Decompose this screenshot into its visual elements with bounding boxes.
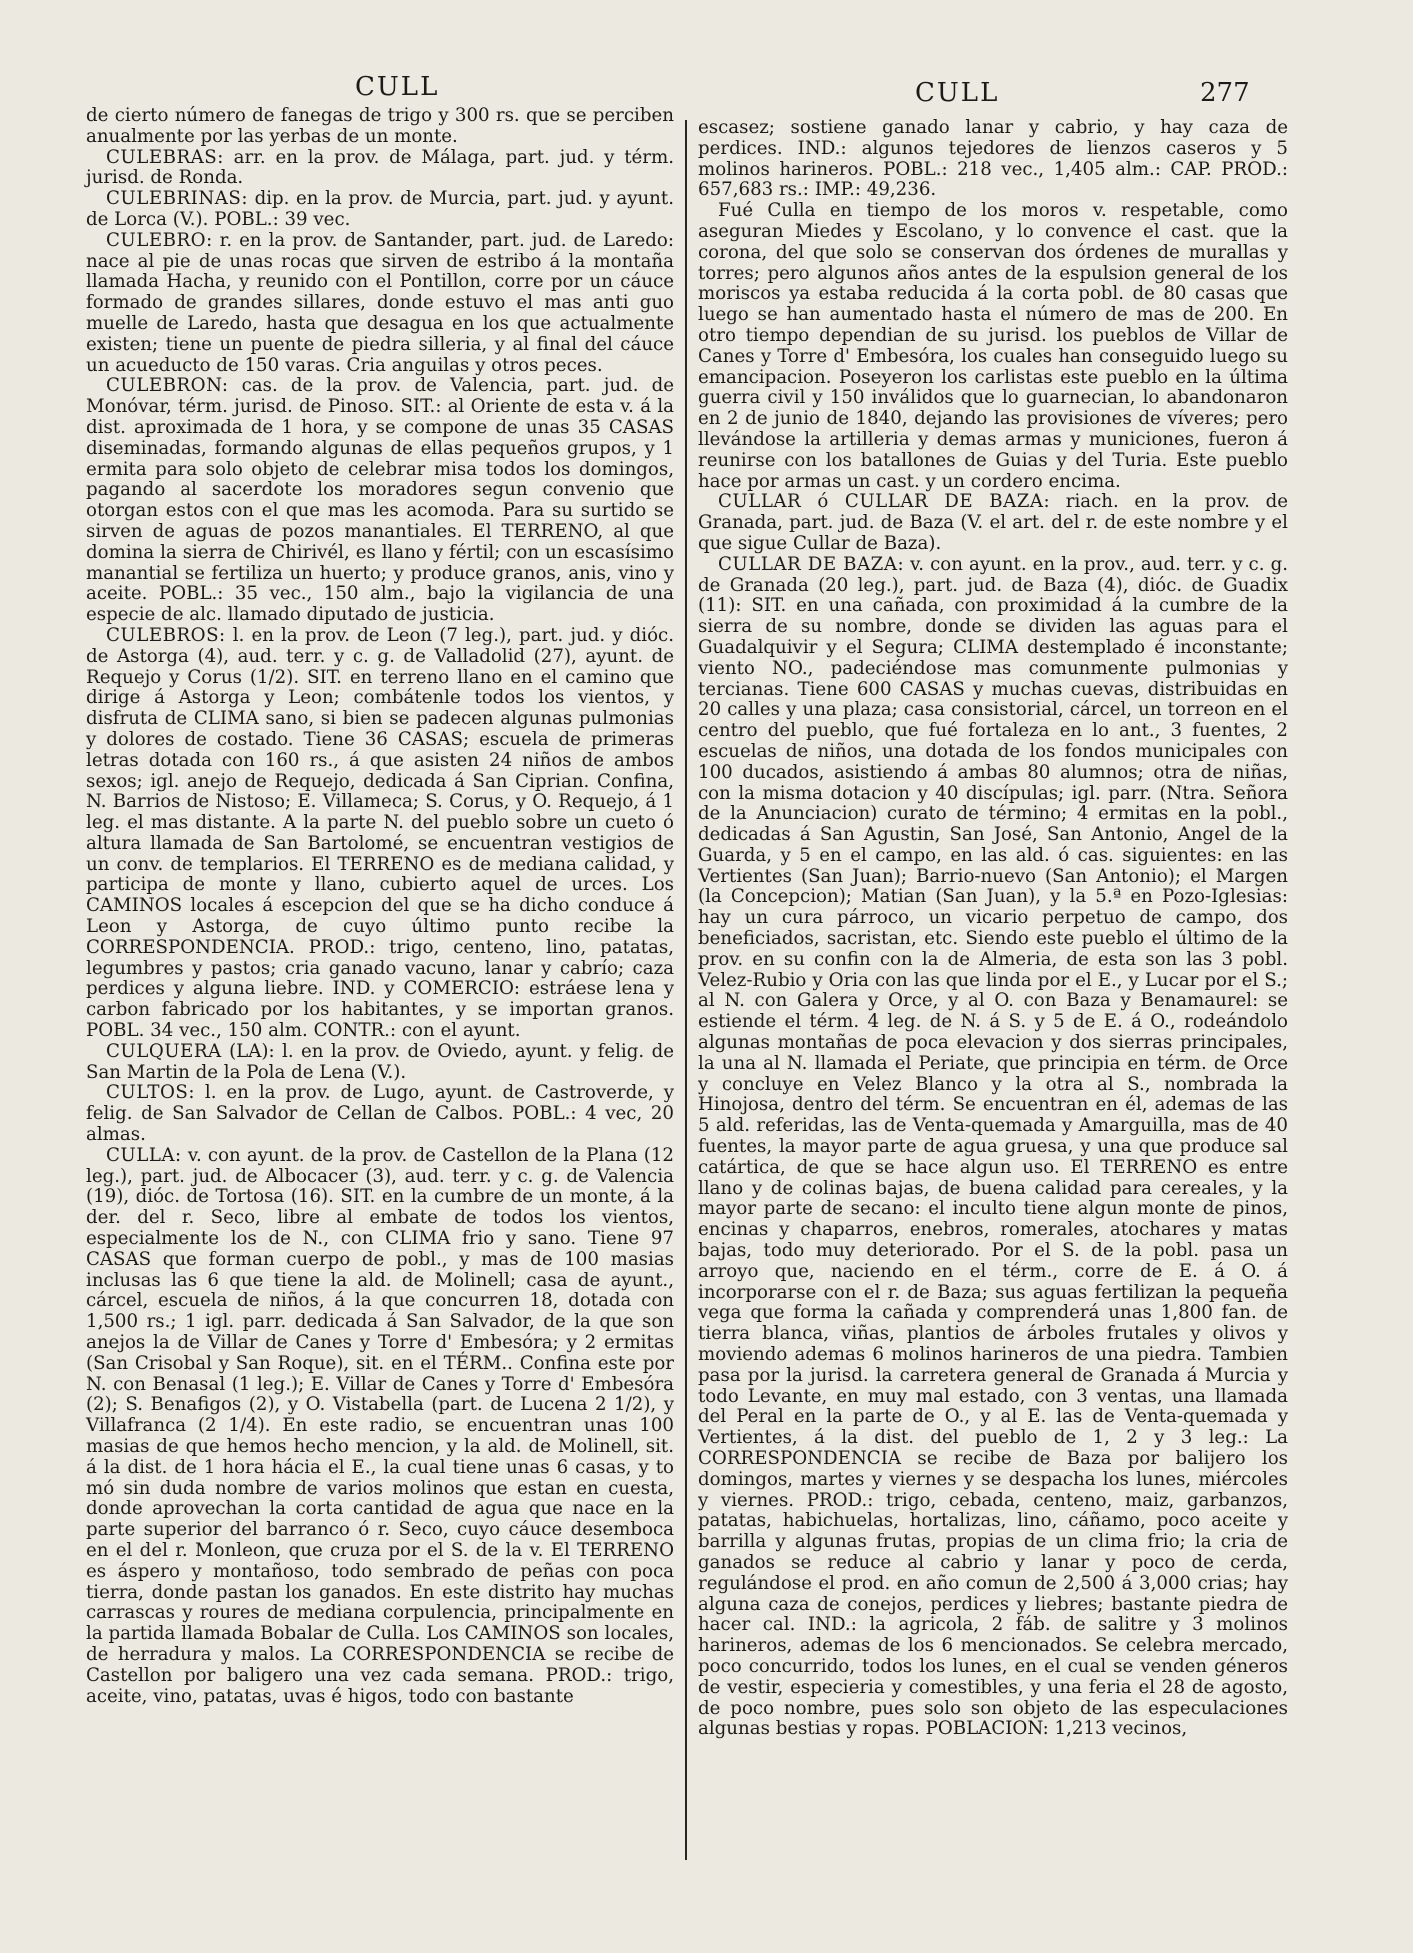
page-number: 277 [1200,78,1250,108]
left-column [86,106,674,1707]
column-divider [685,120,687,1860]
entry-text: v. con ayunt. de la prov. de Castellon de la Plana (12 leg.), part. jud. de Albocacer (3), aud. terr. y c. g. de Valencia (19), dióc. de Tortosa (16). SIT. en la cumbre de un monte, á la der. del r. Seco, libre al embate de todos los vientos, especialmente los de N., con CLIMA frio y sano. Tiene 97 CASAS que forman cuerpo de pobl., y mas de 100 masias inclusas las 6 que tiene la ald. de Molinell; casa de ayunt., cárcel, escuela de niños, á la que concurren 18, dotada con 1,500 rs.; 1 igl. parr. dedicada á San Salvador, de la que son anejos la de Villar de Canes y Torre d' Embesóra; y 2 ermitas (San Crisobal y San Roque), sit. en el TÉRM.. Confina este por N. con Benasal (1 leg.); E. Villar de Canes y Torre d' Embesóra (2); S. Benafigos (2), y O. Vistabella (part. de Lucena 2 1/2), y Villafranca (2 1/4). En este radio, se encuentran unas 100 masias de que hemos hecho mencion, y la ald. de Molinell, sit. á la dist. de 1 hora hácia el E., la cual tiene unas 6 casas, y to mó sin duda nombre de varios molinos que estan en cuesta, donde aprovechan la corta cantidad de agua que nace en la parte superior del barranco ó r. Seco, cuyo cáuce desemboca en el del r. Monleon, que cruza por el S. de la v. El TERRENO es áspero y montañoso, todo sembrado de peñas con poca tierra, donde pastan los ganados. En este distrito hay muchas carrascas y roures de mediana corpulencia, principalmente en la partida llamada Bobalar de Culla. Los CAMINOS son locales, de herradura y malos. La CORRESPONDENCIA se recibe de Castellon por baligero una vez cada semana. PROD.: trigo, aceite, vino, patatas, uvas é higos, todo con bastante [86,1144,674,1707]
entry-text: (LA): l. en la prov. de Oviedo, ayunt. y felig. de San Martin de la Pola de Lena (V.). [86,1040,674,1083]
dictionary-entry [698,201,1288,492]
entry-headword: CULEBRO: [106,229,213,251]
entry-headword: CULTOS: [106,1082,195,1104]
entry-text: dip. en la prov. de Murcia, part. jud. y ayunt. de Lorca (V.). POBL.: 39 vec. [86,188,674,230]
entry-text: v. con ayunt. en la prov., aud. terr. y c. g. de Granada (20 leg.), part. jud. de Baza (4), dióc. de Guadix (11): SIT. en una cañada, con proximidad á la cumbre de la sierra de su nombre, donde se dividen las aguas para el Guadalquivir y el Segura; CLIMA destemplado é inconstante; viento NO., padeciéndose mas comunmente pulmonias y tercianas. Tiene 600 CASAS y muchas cuevas, distribuidas en 20 calles y una plaza; casa consistorial, cárcel, un torreon en el centro del pueblo, que fué fortaleza en lo ant., 3 fuentes, 2 escuelas de niños, una dotada de los fondos municipales con 100 ducados, asistiendo á ambas 80 alumnos; otra de niñas, con la misma dotacion y 40 discípulas; igl. parr. (Ntra. Señora de la Anunciacion) curato de término; 4 ermitas en la pobl., dedicadas á San Agustin, San José, San Antonio, Angel de la Guarda, y 5 en el campo, en las ald. ó cas. siguientes: en las Vertientes (San Juan); Barrio-nuevo (San Antonio); el Margen (la Concepcion); Matian (San Juan), y la 5.ª en Pozo-Iglesias: hay un cura párroco, un vicario perpetuo de campo, dos beneficiados, sacristan, etc. Siendo este pueblo el último de la prov. en su confin con la de Almeria, de esta son las 3 pobl. Velez-Rubio y Oria con las que linda por el E., y Lucar por el S.; al N. con Galera y Orce, y al O. con Baza y Benamaurel: se estiende el térm. 4 leg. de N. á S. y 5 de E. á O., rodeándolo algunas montañas de poca elevacion y dos sierras principales, la una al N. llamada el Periate, que principia en térm. de Orce y concluye en Velez Blanco y la otra al S., nombrada la Hinojosa, dentro del térm. Se encuentran en él, ademas de las 5 ald. referidas, las de Venta-quemada y Amarguilla, mas de 40 fuentes, la mayor parte de agua gruesa, y una que produce sal catártica, de que se hace algun uso. El TERRENO es entre llano y de colinas bajas, de buena calidad para cereales, y la mayor parte de secano: el inculto tiene algun monte de pinos, encinas y chaparros, enebros, romerales, atochares y matas bajas, todo muy deteriorado. Por el S. de la pobl. pasa un arroyo que, naciendo en el térm., corre de E. á O. á incorporarse con el r. de Baza; sus aguas fertilizan la pequeña vega que forma la cañada y comprenderá unas 1,800 fan. de tierra blanca, viñas, plantios de árboles frutales y olivos y moviendo ademas 6 molinos harineros de una piedra. Tambien pasa por la jurisd. la carretera general de Granada á Murcia y todo Levante, en muy mal estado, con 3 ventas, una llamada del Peral en la parte de O., y al E. las de Venta-quemada y Vertientes, á la dist. del pueblo de 1, 2 y 3 leg.: La CORRESPONDENCIA se recibe de Baza por balijero los domingos, martes y viernes y se despacha los lunes, miércoles y viernes. PROD.: trigo, cebada, centeno, maiz, garbanzos, patatas, habichuelas, hortalizas, lino, cáñamo, poco aceite y barrilla y algunas frutas, propias de un clima frio; la cria de ganados se reduce al cabrio y lanar y poco de cerda, regulándose el prod. en año comun de 2,500 á 3,000 crias; hay alguna caza de conejos, perdices y liebres; bastante piedra de hacer cal. IND.: la agricola, 2 fáb. de salitre y 3 molinos harineros, ademas de los 6 mencionados. Se celebra mercado, poco concurrido, todos los lunes, en el cual se venden géneros de vestir, especieria y comestibles, y una feria el 28 de agosto, de poco nombre, pues solo son objeto de las especulaciones algunas bestias y ropas. POBLACION: 1,213 vecinos, [698,553,1288,1740]
entry-text: l. en la prov. de Leon (7 leg.), part. jud. y dióc. de Astorga (4), aud. terr. y c. g. de Valladolid (27), ayunt. de Requejo y Corus (1/2). SIT. en terreno llano en el camino que dirige á Astorga y Leon; combátenle todos los vientos, y disfruta de CLIMA sano, si bien se padecen algunas pulmonias y dolores de costado. Tiene 36 CASAS; escuela de primeras letras dotada con 160 rs., á que asisten 24 niños de ambos sexos; igl. anejo de Requejo, dedicada á San Ciprian. Confina, N. Barrios de Nistoso; E. Villameca; S. Corus, y O. Requejo, á 1 leg. el mas distante. A la parte N. del pueblo sobre un cueto ó altura llamada de San Bartolomé, se encuentran vestigios de un conv. de templarios. El TERRENO es de mediana calidad, y participa de monte y llano, cubierto aquel de urces. Los CAMINOS locales á escepcion del que se ha dicho conduce á Leon y Astorga, de cuyo último punto recibe la CORRESPONDENCIA. PROD.: trigo, centeno, lino, patatas, legumbres y pastos; cria ganado vacuno, lanar y cabrío; caza perdices y alguna liebre. IND. y COMERCIO: estráese lena y carbon fabricado por los habitantes, y se importan granos. POBL. 34 vec., 150 alm. CONTR.: con el ayunt. [86,624,674,1042]
dictionary-entry [698,555,1288,1740]
right-column [698,118,1288,1740]
dictionary-entry [86,231,674,377]
entry-headword: CULLA: [106,1144,182,1166]
dictionary-entry [86,1146,674,1708]
dictionary-entry [86,626,674,1042]
entry-headword: CULLAR ó CULLAR DE BAZA: [718,491,1051,513]
entry-text: r. en la prov. de Santander, part. jud. de Laredo: nace al pie de unas rocas que sirven de estribo á la montaña llamada Hacha, y reunido con el Pontillon, corre por un cáuce formado de grandes sillares, donde estuvo el mas anti guo muelle de Laredo, hasta que desagua en los que actualmente existen; tiene un puente de piedra silleria, y al final del cáuce un acueducto de 150 varas. Cria anguilas y otros peces. [86,229,674,376]
entry-headword: CULQUERA [106,1040,222,1062]
dictionary-entry [698,118,1288,201]
entry-text: arr. en la prov. de Málaga, part. jud. y térm. jurisd. de Ronda. [86,146,674,189]
dictionary-entry [86,148,674,190]
entry-text: de cierto número de fanegas de trigo y 300 rs. que se perciben anualmente por las yerbas de un monte. [86,105,674,147]
entry-headword: CULEBRINAS: [106,188,248,210]
entry-text: escasez; sostiene ganado lanar y cabrio, y hay caza de perdices. IND.: algunos tejedores de lienzos caseros y 5 molinos harineros. POBL.: 218 vec., 1,405 alm.: CAP. PROD.: 657,683 rs.: IMP.: 49,236. [698,117,1288,201]
entry-headword: CULEBRON: [106,375,229,397]
entry-text: riach. en la prov. de Granada, part. jud. de Baza (V. el art. del r. de este nombre y el que sigue Cullar de Baza). [698,491,1288,554]
dictionary-entry [86,189,674,231]
dictionary-entry [86,1042,674,1084]
entry-text: Fué Culla en tiempo de los moros v. respetable, como aseguran Miedes y Escolano, y lo convence el cast. que la corona, del que solo se conservan dos órdenes de murallas y torres; pero algunos años antes de la espulsion general de los moriscos ya estaba reducida á la corta pobl. de 80 casas que luego se han aumentado hasta el número de mas de 200. En otro tiempo dependian de su jurisd. los pueblos de Villar de Canes y Torre d' Embesóra, los cuales han conseguido luego su emancipacion. Poseyeron los carlistas este pueblo en la última guerra civil y 150 inválidos que lo guarnecian, lo abandonaron en 2 de junio de 1840, dejando las provisiones de víveres; pero llevándose la artilleria y demas armas y municiones, fueron á reunirse con los batallones de Guias y del Turia. Este pueblo hace por armas un cast. y un cordero encima. [698,200,1288,492]
entry-text: l. en la prov. de Lugo, ayunt. de Castroverde, y felig. de San Salvador de Cellan de Calbos. POBL.: 4 vec, 20 almas. [86,1082,674,1146]
entry-headword: CULLAR DE BAZA: [718,553,905,575]
dictionary-entry [698,492,1288,554]
dictionary-entry [86,376,674,626]
dictionary-entry [86,1083,674,1145]
right-running-head: CULL [915,78,1000,108]
entry-headword: CULEBRAS: [106,146,224,168]
left-running-head: CULL [355,72,440,102]
entry-text: cas. de la prov. de Valencia, part. jud. de Monóvar, térm. jurisd. de Pinoso. SIT.: al Oriente de esta v. á la dist. aproximada de 1 hora, y se compone de unas 35 CASAS diseminadas, formando algunas de ellas pequeños grupos, y 1 ermita para solo objeto de celebrar misa todos los domingos, pagando al sacerdote los moradores segun convenio que otorgan estos con el que mas les acomoda. Para su surtido se sirven de aguas de pozos manantiales. El TERRENO, al que domina la sierra de Chirivél, es llano y fértil; con un escasísimo manantial se fertiliza un huerto; y produce granos, anis, vino y aceite. POBL.: 35 vec., 150 alm., bajo la vigilancia de una especie de alc. llamado diputado de justicia. [86,375,674,626]
entry-headword: CULEBROS: [106,624,226,646]
dictionary-entry [86,106,674,148]
